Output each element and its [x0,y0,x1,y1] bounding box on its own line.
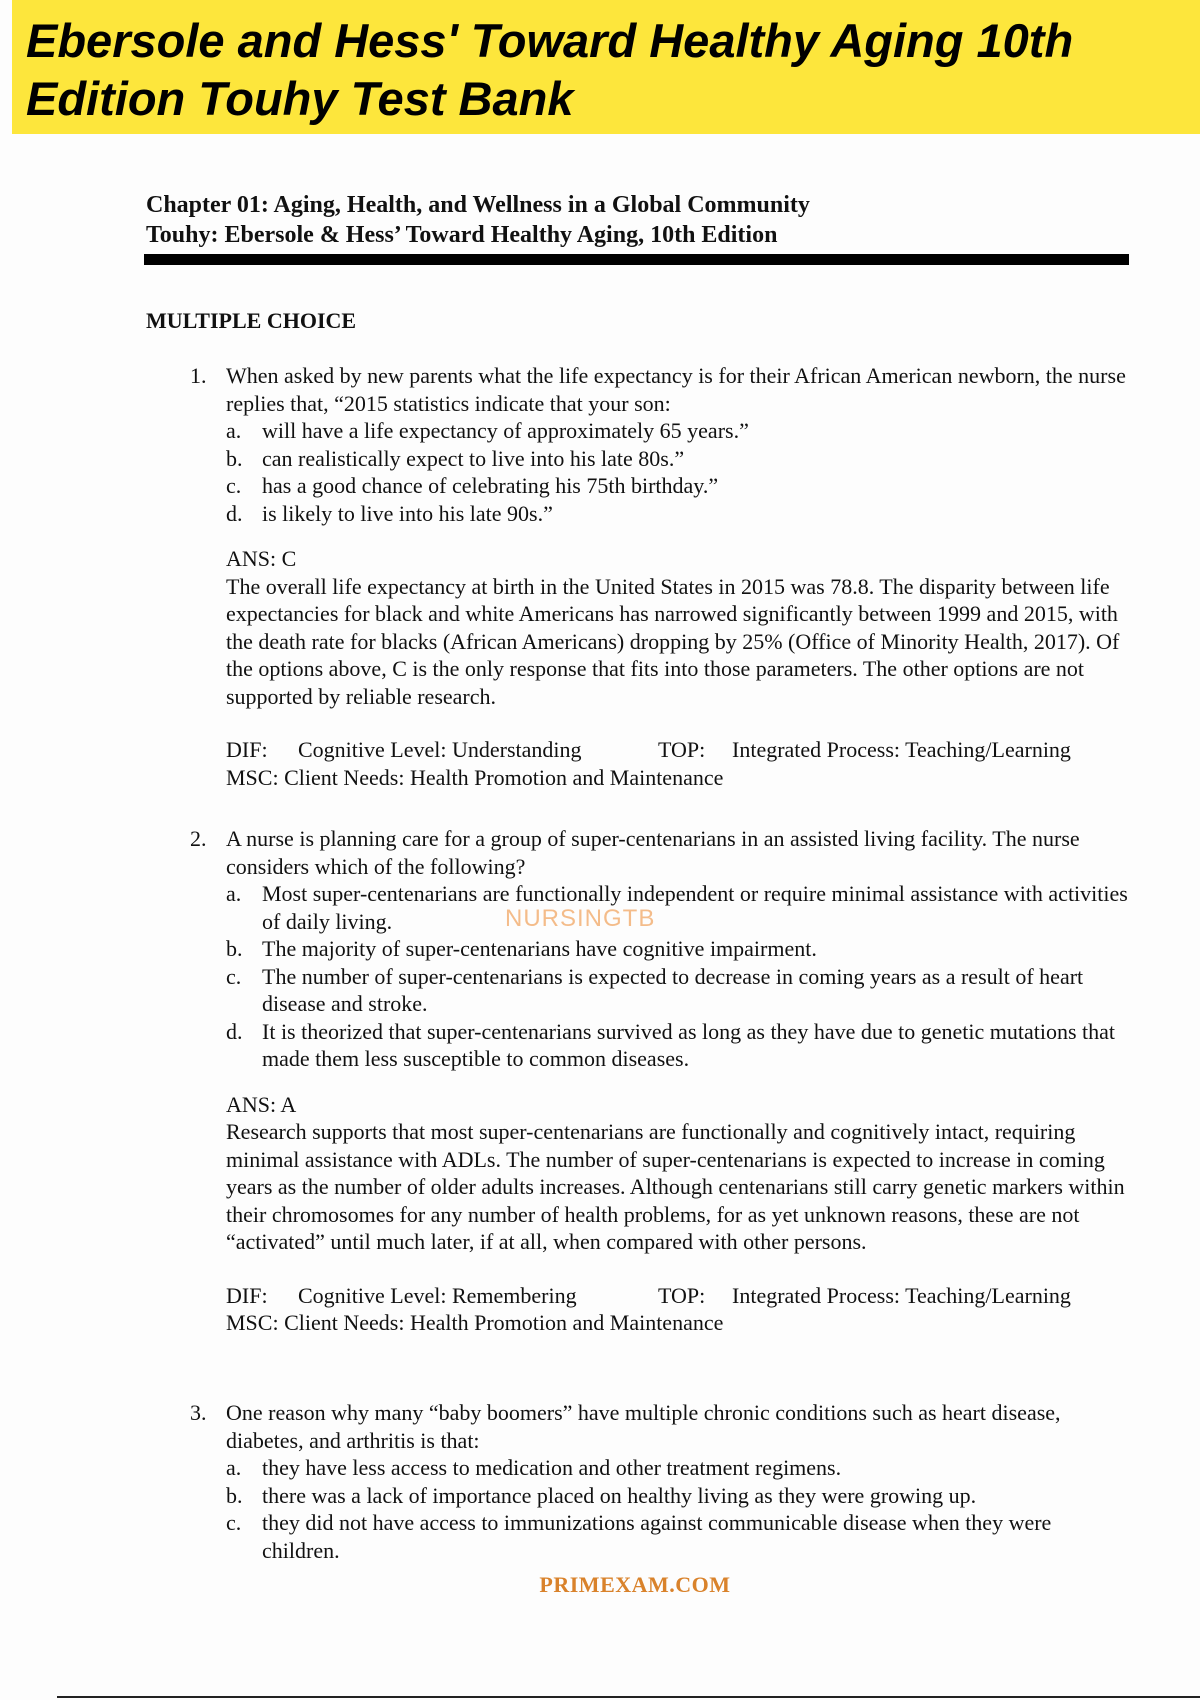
chapter-title: Chapter 01: Aging, Health, and Wellness in a Global Community [146,192,810,218]
chapter-header [146,190,1136,250]
option-letter: a. [226,881,242,906]
question-number: 2. [190,826,207,851]
client-needs: MSC: Client Needs: Health Promotion and Maintenance [226,1310,724,1335]
option-letter: c. [226,473,242,498]
rationale: The overall life expectancy at birth in the United States in 2015 was 78.8. The disparity between life expectancies for black and white Americans has narrowed significantly between 1999 and 2015, with the death rate for blacks (African Americans) dropping by 25% (Office of Minority Health, 2017). Of the options above, C is the only response that fits into those parameters. The other options are not supported by reliable research. [226,573,1120,709]
option-text: has a good chance of celebrating his 75th birthday.” [262,473,719,498]
option-d [226,1018,1130,1073]
top-label: TOP: [658,1282,706,1308]
option-c [226,1509,1130,1564]
question-stem: A nurse is planning care for a group of super-centenarians in an assisted living facility. The nurse considers which of the following? [226,826,1080,879]
header-rule [144,254,1129,265]
option-text: they did not have access to immunizations against communicable disease when they were children. [262,1510,1052,1563]
question-2 [190,825,1130,1337]
option-letter: c. [226,1510,242,1535]
option-letter: b. [226,1482,243,1508]
question-metadata [226,736,1130,791]
question-stem: One reason why many “baby boomers” have multiple chronic conditions such as heart disease, diabetes, and arthritis is that: [226,1400,1061,1453]
client-needs: MSC: Client Needs: Health Promotion and Maintenance [226,764,724,790]
title-banner [12,0,1200,134]
option-text: It is theorized that super-centenarians survived as long as they have due to genetic mutations that made them less susceptible to common diseases. [262,1018,1116,1071]
question-number: 1. [190,363,207,388]
book-subtitle: Touhy: Ebersole & Hess’ Toward Healthy Aging, 10th Edition [146,222,778,248]
question-number: 3. [190,1400,207,1425]
answer-key: ANS: C [226,546,297,571]
option-c [226,472,1130,500]
difficulty: Cognitive Level: Understanding [298,737,582,762]
option-text: The number of super-centenarians is expected to decrease in coming years as a result of heart disease and stroke. [262,963,1084,1016]
footer-rule [57,1696,1200,1698]
question-3 [190,1399,1130,1564]
option-text: will have a life expectancy of approximately 65 years.” [262,418,749,443]
question-stem: When asked by new parents what the life expectancy is for their African American newborn, the nurse replies that, “2015 statistics indicate that your son: [226,363,1126,416]
difficulty: Cognitive Level: Remembering [298,1282,577,1308]
option-b [226,1482,1130,1510]
option-a [226,1454,1130,1482]
footer-brand: PRIMEXAM.COM [539,1572,731,1597]
section-title: MULTIPLE CHOICE [146,308,357,333]
option-letter: a. [226,1455,242,1480]
topic: Integrated Process: Teaching/Learning [732,737,1071,762]
answer-key: ANS: A [226,1091,297,1117]
rationale: Research supports that most super-centenarians are functionally and cognitively intact, requiring minimal assistance with ADLs. The number of super-centenarians is expected to increase in coming years as the number of older adults increases. Although centenarians still carry genetic markers within their chromosomes for any number of health problems, for as yet unknown reasons, these are not “activated” until much later, if at all, when compared with other persons. [226,1119,1125,1254]
option-letter: a. [226,418,242,443]
option-b [226,935,1130,963]
option-letter: b. [226,445,243,471]
option-c [226,963,1130,1018]
option-text: Most super-centenarians are functionally independent or require minimal assistance with activities of daily living. [262,881,1128,934]
option-d [226,500,1130,528]
option-a [226,417,1130,445]
top-label: TOP: [658,737,706,762]
option-a [226,880,1130,935]
option-b [226,445,1130,473]
topic: Integrated Process: Teaching/Learning [732,1282,1071,1308]
option-letter: d. [226,1018,243,1044]
option-text: they have less access to medication and other treatment regimens. [262,1455,842,1480]
question-1 [190,362,1130,791]
dif-label: DIF: [226,737,268,762]
dif-label: DIF: [226,1282,268,1308]
option-text: The majority of super-centenarians have cognitive impairment. [262,936,817,961]
watermark: NURSINGTB [505,905,656,932]
option-letter: c. [226,963,242,989]
option-text: is likely to live into his late 90s.” [262,500,553,526]
option-letter: b. [226,936,243,961]
question-metadata [226,1282,1130,1337]
option-text: can realistically expect to live into his late 80s.” [262,445,685,471]
document-title: Ebersole and Hess' Toward Healthy Aging 10th Edition Touhy Test Bank [26,14,1074,125]
option-text: there was a lack of importance placed on healthy living as they were growing up. [262,1482,977,1508]
option-letter: d. [226,500,243,526]
